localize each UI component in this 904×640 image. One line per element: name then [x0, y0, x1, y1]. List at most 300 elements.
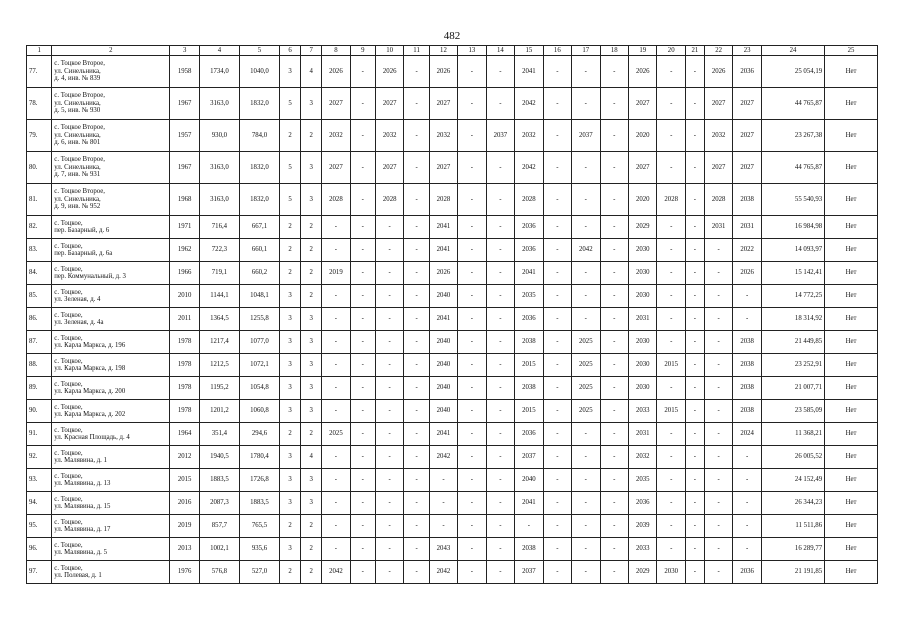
table-row	[27, 285, 878, 308]
table-cell: 2041	[515, 492, 543, 515]
table-row	[27, 538, 878, 561]
table-cell: -	[685, 377, 704, 400]
table-cell: 2020	[629, 184, 657, 216]
address-cell	[52, 377, 170, 400]
address-line: с. Тоцкое Второе,	[54, 188, 105, 196]
column-header: 3	[170, 46, 200, 56]
table-cell: 2031	[629, 423, 657, 446]
address-cell	[52, 331, 170, 354]
column-header: 16	[543, 46, 571, 56]
table-cell: -	[486, 239, 514, 262]
table-cell: Нет	[825, 88, 878, 120]
address-line: с. Тоцкое,	[54, 242, 83, 250]
address-line: с. Тоцкое,	[54, 219, 83, 227]
address-cell	[52, 88, 170, 120]
table-cell: -	[543, 184, 571, 216]
table-cell: 2041	[515, 56, 543, 88]
table-cell: -	[375, 423, 403, 446]
table-cell: 2032	[322, 120, 350, 152]
row-number: 91.	[27, 423, 52, 446]
table-cell: -	[685, 285, 704, 308]
table-cell: -	[704, 285, 732, 308]
table-cell: 26 005,52	[761, 446, 824, 469]
table-cell: Нет	[825, 216, 878, 239]
table-cell: -	[572, 515, 600, 538]
table-cell: -	[350, 88, 375, 120]
table-cell: -	[458, 354, 486, 377]
table-cell: 3	[301, 492, 322, 515]
table-cell: -	[572, 561, 600, 584]
table-cell: -	[657, 377, 685, 400]
table-cell: 1832,0	[239, 88, 279, 120]
table-cell: 935,6	[239, 538, 279, 561]
table-cell: -	[486, 331, 514, 354]
table-cell: 1967	[170, 88, 200, 120]
table-row	[27, 262, 878, 285]
table-cell: 5	[280, 184, 301, 216]
table-cell: 2030	[657, 561, 685, 584]
table-cell: 2	[280, 262, 301, 285]
table-cell: 1144,1	[199, 285, 239, 308]
table-cell: 2030	[629, 262, 657, 285]
column-header: 18	[600, 46, 628, 56]
table-cell: 2043	[429, 538, 457, 561]
address-cell	[52, 120, 170, 152]
column-header: 24	[761, 46, 824, 56]
table-cell: -	[458, 56, 486, 88]
table-cell: Нет	[825, 308, 878, 331]
table-cell: 2087,3	[199, 492, 239, 515]
table-cell: 2025	[572, 354, 600, 377]
table-cell: -	[733, 538, 761, 561]
column-header: 13	[458, 46, 486, 56]
table-cell: -	[685, 120, 704, 152]
table-cell: -	[404, 561, 429, 584]
table-cell: -	[322, 492, 350, 515]
table-cell: -	[600, 216, 628, 239]
table-cell: 2041	[429, 216, 457, 239]
table-cell: -	[733, 446, 761, 469]
table-cell: -	[543, 285, 571, 308]
table-cell: -	[704, 308, 732, 331]
table-cell: 2036	[515, 216, 543, 239]
table-cell: -	[375, 400, 403, 423]
table-cell: -	[375, 354, 403, 377]
table-cell: -	[404, 446, 429, 469]
table-cell: -	[600, 446, 628, 469]
table-cell: -	[543, 331, 571, 354]
table-cell: -	[733, 469, 761, 492]
table-cell: 2015	[657, 400, 685, 423]
row-number: 81.	[27, 184, 52, 216]
table-cell: 2037	[572, 120, 600, 152]
table-cell: -	[486, 285, 514, 308]
table-cell: -	[350, 469, 375, 492]
table-body	[27, 56, 878, 584]
table-cell: -	[543, 354, 571, 377]
table-cell: 2037	[515, 561, 543, 584]
table-cell: -	[429, 469, 457, 492]
table-cell: 44 765,87	[761, 88, 824, 120]
table-cell: -	[685, 216, 704, 239]
row-number: 84.	[27, 262, 52, 285]
table-cell: -	[458, 285, 486, 308]
table-cell: 527,0	[239, 561, 279, 584]
table-cell: -	[458, 377, 486, 400]
table-cell: -	[486, 538, 514, 561]
table-cell: 2041	[429, 308, 457, 331]
table-cell: -	[375, 239, 403, 262]
table-cell: -	[685, 423, 704, 446]
table-cell: Нет	[825, 285, 878, 308]
table-cell: 2030	[629, 239, 657, 262]
table-cell: 1964	[170, 423, 200, 446]
table-row	[27, 56, 878, 88]
table-cell: -	[350, 423, 375, 446]
table-cell: -	[350, 285, 375, 308]
table-cell: 3	[301, 400, 322, 423]
table-cell: 2035	[629, 469, 657, 492]
address-line: ул. Полевая, д. 1	[54, 572, 102, 579]
table-cell: 1962	[170, 239, 200, 262]
table-cell: 716,4	[199, 216, 239, 239]
row-number: 83.	[27, 239, 52, 262]
table-cell: 1978	[170, 331, 200, 354]
address-cell	[52, 354, 170, 377]
table-cell: 14 772,25	[761, 285, 824, 308]
table-cell: 1077,0	[239, 331, 279, 354]
table-cell: 3	[280, 492, 301, 515]
address-line: с. Тоцкое Второе,	[54, 156, 105, 164]
address-line: ул. Малявина, д. 5	[54, 549, 107, 556]
table-row	[27, 561, 878, 584]
table-cell: 2027	[733, 88, 761, 120]
table-cell: -	[657, 423, 685, 446]
table-cell: 2027	[704, 152, 732, 184]
table-cell: -	[572, 446, 600, 469]
table-cell: 4	[301, 446, 322, 469]
table-cell: -	[404, 331, 429, 354]
table-cell: 24 152,49	[761, 469, 824, 492]
column-header: 23	[733, 46, 761, 56]
table-cell: -	[600, 538, 628, 561]
table-cell: 2027	[733, 152, 761, 184]
row-number: 82.	[27, 216, 52, 239]
address-line: ул. Синельника,	[54, 195, 101, 203]
table-cell: -	[486, 56, 514, 88]
address-line: с. Тоцкое,	[54, 495, 83, 503]
table-cell: -	[458, 400, 486, 423]
table-cell: 2	[280, 216, 301, 239]
table-cell: 23 267,38	[761, 120, 824, 152]
table-cell: -	[543, 308, 571, 331]
table-cell: -	[404, 239, 429, 262]
table-cell: -	[600, 423, 628, 446]
table-cell: 2035	[515, 285, 543, 308]
table-cell: -	[350, 331, 375, 354]
address-line: ул. Малявина, д. 1	[54, 457, 107, 464]
table-cell: -	[350, 492, 375, 515]
address-line: д. 7, инв. № 931	[54, 171, 101, 179]
address-line: д. 6, инв. № 801	[54, 139, 101, 147]
table-cell: 1002,1	[199, 538, 239, 561]
table-cell: 2039	[629, 515, 657, 538]
table-cell: 2027	[322, 88, 350, 120]
address-cell	[52, 469, 170, 492]
table-cell: Нет	[825, 423, 878, 446]
table-cell: -	[733, 515, 761, 538]
table-cell: -	[657, 56, 685, 88]
table-cell: 1212,5	[199, 354, 239, 377]
table-cell: -	[375, 285, 403, 308]
table-cell: -	[685, 239, 704, 262]
table-cell: 1883,5	[199, 469, 239, 492]
address-line: ул. Карла Маркса, д. 202	[54, 411, 126, 418]
table-cell: -	[486, 262, 514, 285]
address-line: ул. Красная Площадь, д. 4	[54, 434, 130, 441]
table-cell: Нет	[825, 120, 878, 152]
column-header: 17	[572, 46, 600, 56]
table-cell: -	[657, 216, 685, 239]
table-cell: -	[543, 515, 571, 538]
table-cell: 719,1	[199, 262, 239, 285]
table-cell: -	[350, 354, 375, 377]
table-cell: -	[404, 184, 429, 216]
table-cell: 2025	[572, 400, 600, 423]
table-cell: 2030	[629, 354, 657, 377]
table-cell: -	[404, 423, 429, 446]
table-cell: 2038	[733, 400, 761, 423]
table-cell: -	[486, 377, 514, 400]
table-cell: -	[322, 377, 350, 400]
table-cell: -	[657, 469, 685, 492]
column-header: 2	[52, 46, 170, 56]
table-cell: 1060,8	[239, 400, 279, 423]
table-cell: 2042	[572, 239, 600, 262]
table-cell: 1217,4	[199, 331, 239, 354]
table-cell: 2040	[429, 354, 457, 377]
table-cell: -	[704, 515, 732, 538]
address-cell	[52, 515, 170, 538]
table-cell: 2	[301, 515, 322, 538]
table-cell: 2027	[629, 152, 657, 184]
table-cell: 2036	[733, 56, 761, 88]
table-cell: -	[322, 400, 350, 423]
column-header: 25	[825, 46, 878, 56]
table-row	[27, 400, 878, 423]
table-cell: 660,1	[239, 239, 279, 262]
table-cell: 2038	[515, 331, 543, 354]
table-cell: 667,1	[239, 216, 279, 239]
column-header: 14	[486, 46, 514, 56]
column-header: 10	[375, 46, 403, 56]
address-line: ул. Синельника,	[54, 67, 101, 75]
table-cell: 2028	[322, 184, 350, 216]
table-cell: -	[543, 538, 571, 561]
table-cell: 2025	[322, 423, 350, 446]
table-cell: -	[375, 538, 403, 561]
table-cell: -	[458, 515, 486, 538]
table-cell: -	[600, 377, 628, 400]
address-line: с. Тоцкое,	[54, 265, 83, 273]
table-cell: -	[657, 308, 685, 331]
table-cell: 23 252,91	[761, 354, 824, 377]
table-cell: -	[375, 515, 403, 538]
table-cell: 765,5	[239, 515, 279, 538]
table-cell: 25 054,19	[761, 56, 824, 88]
address-cell	[52, 262, 170, 285]
address-cell	[52, 400, 170, 423]
table-cell: 660,2	[239, 262, 279, 285]
table-cell: -	[543, 262, 571, 285]
table-cell: -	[704, 446, 732, 469]
address-line: ул. Карла Маркса, д. 200	[54, 388, 126, 395]
address-line: с. Тоцкое,	[54, 449, 83, 457]
table-cell: -	[733, 492, 761, 515]
table-cell: -	[486, 423, 514, 446]
table-cell: 1957	[170, 120, 200, 152]
table-cell: 2041	[429, 423, 457, 446]
table-cell: 3	[301, 331, 322, 354]
table-cell: -	[458, 561, 486, 584]
table-cell: 2026	[429, 56, 457, 88]
table-cell: -	[600, 561, 628, 584]
table-cell: -	[572, 56, 600, 88]
table-cell: -	[404, 120, 429, 152]
table-cell: 15 142,41	[761, 262, 824, 285]
table-cell: -	[685, 400, 704, 423]
table-row	[27, 469, 878, 492]
table-cell: 930,0	[199, 120, 239, 152]
row-number: 90.	[27, 400, 52, 423]
table-cell: Нет	[825, 492, 878, 515]
table-cell: -	[572, 423, 600, 446]
table-cell: 2032	[515, 120, 543, 152]
table-cell: 2036	[515, 423, 543, 446]
table-row	[27, 423, 878, 446]
table-cell: Нет	[825, 331, 878, 354]
table-cell: 2026	[322, 56, 350, 88]
table-cell: 2029	[629, 216, 657, 239]
row-number: 96.	[27, 538, 52, 561]
table-cell: -	[375, 561, 403, 584]
table-cell: 2026	[733, 262, 761, 285]
table-row	[27, 515, 878, 538]
table-cell: 2040	[515, 469, 543, 492]
address-line: с. Тоцкое,	[54, 357, 83, 365]
address-line: ул. Синельника,	[54, 163, 101, 171]
table-cell: -	[543, 492, 571, 515]
column-header: 22	[704, 46, 732, 56]
table-cell: 2	[280, 120, 301, 152]
table-cell: 2042	[322, 561, 350, 584]
address-cell	[52, 538, 170, 561]
table-cell: 55 540,93	[761, 184, 824, 216]
table-cell: Нет	[825, 400, 878, 423]
table-cell: 3	[301, 184, 322, 216]
table-cell: 2028	[704, 184, 732, 216]
table-cell: 1940,5	[199, 446, 239, 469]
table-cell: 1883,5	[239, 492, 279, 515]
table-cell: 2	[301, 120, 322, 152]
table-cell: -	[458, 152, 486, 184]
table-cell: -	[404, 538, 429, 561]
table-row	[27, 216, 878, 239]
address-line: ул. Малявина, д. 13	[54, 480, 111, 487]
table-cell: -	[350, 377, 375, 400]
table-cell: 2	[301, 216, 322, 239]
table-cell: 2	[280, 561, 301, 584]
table-cell: 2025	[572, 331, 600, 354]
table-cell: 2029	[629, 561, 657, 584]
table-cell: -	[704, 492, 732, 515]
table-cell: -	[404, 492, 429, 515]
table-cell: -	[322, 354, 350, 377]
table-cell: 2027	[429, 152, 457, 184]
table-cell: -	[657, 152, 685, 184]
table-cell: 1978	[170, 354, 200, 377]
table-cell: 1971	[170, 216, 200, 239]
column-header: 15	[515, 46, 543, 56]
table-cell: -	[600, 184, 628, 216]
table-cell: 2030	[629, 285, 657, 308]
table-cell: 14 093,97	[761, 239, 824, 262]
table-cell: -	[572, 152, 600, 184]
table-cell: 2015	[657, 354, 685, 377]
row-number: 97.	[27, 561, 52, 584]
table-cell: 2	[301, 423, 322, 446]
table-cell: -	[572, 308, 600, 331]
table-cell: Нет	[825, 538, 878, 561]
address-line: с. Тоцкое,	[54, 288, 83, 296]
table-cell: -	[429, 492, 457, 515]
table-cell: -	[543, 120, 571, 152]
address-line: ул. Зеленая, д. 4	[54, 296, 101, 303]
table-cell: -	[404, 354, 429, 377]
row-number: 86.	[27, 308, 52, 331]
table-cell: Нет	[825, 446, 878, 469]
table-cell: 2042	[515, 152, 543, 184]
address-line: д. 9, инв. № 952	[54, 203, 101, 211]
table-cell: 1734,0	[199, 56, 239, 88]
column-header: 20	[657, 46, 685, 56]
table-cell: -	[404, 152, 429, 184]
row-number: 92.	[27, 446, 52, 469]
table-cell: -	[685, 492, 704, 515]
table-cell: -	[685, 331, 704, 354]
table-cell: 1726,8	[239, 469, 279, 492]
table-cell: -	[657, 239, 685, 262]
table-cell: 2020	[629, 120, 657, 152]
table-cell: -	[600, 492, 628, 515]
table-cell: 16 984,98	[761, 216, 824, 239]
table-cell: 5	[280, 88, 301, 120]
table-cell: -	[404, 56, 429, 88]
table-cell: 2	[301, 561, 322, 584]
address-cell	[52, 152, 170, 184]
table-cell: -	[375, 216, 403, 239]
table-cell: Нет	[825, 377, 878, 400]
table-cell: 1978	[170, 377, 200, 400]
table-cell: 2042	[429, 561, 457, 584]
address-line: пер. Коммунальный, д. 3	[54, 273, 126, 280]
table-cell: -	[515, 515, 543, 538]
table-cell: Нет	[825, 262, 878, 285]
table-cell: -	[685, 354, 704, 377]
address-line: ул. Карла Маркса, д. 196	[54, 342, 126, 349]
table-cell: 2027	[375, 88, 403, 120]
address-cell	[52, 561, 170, 584]
